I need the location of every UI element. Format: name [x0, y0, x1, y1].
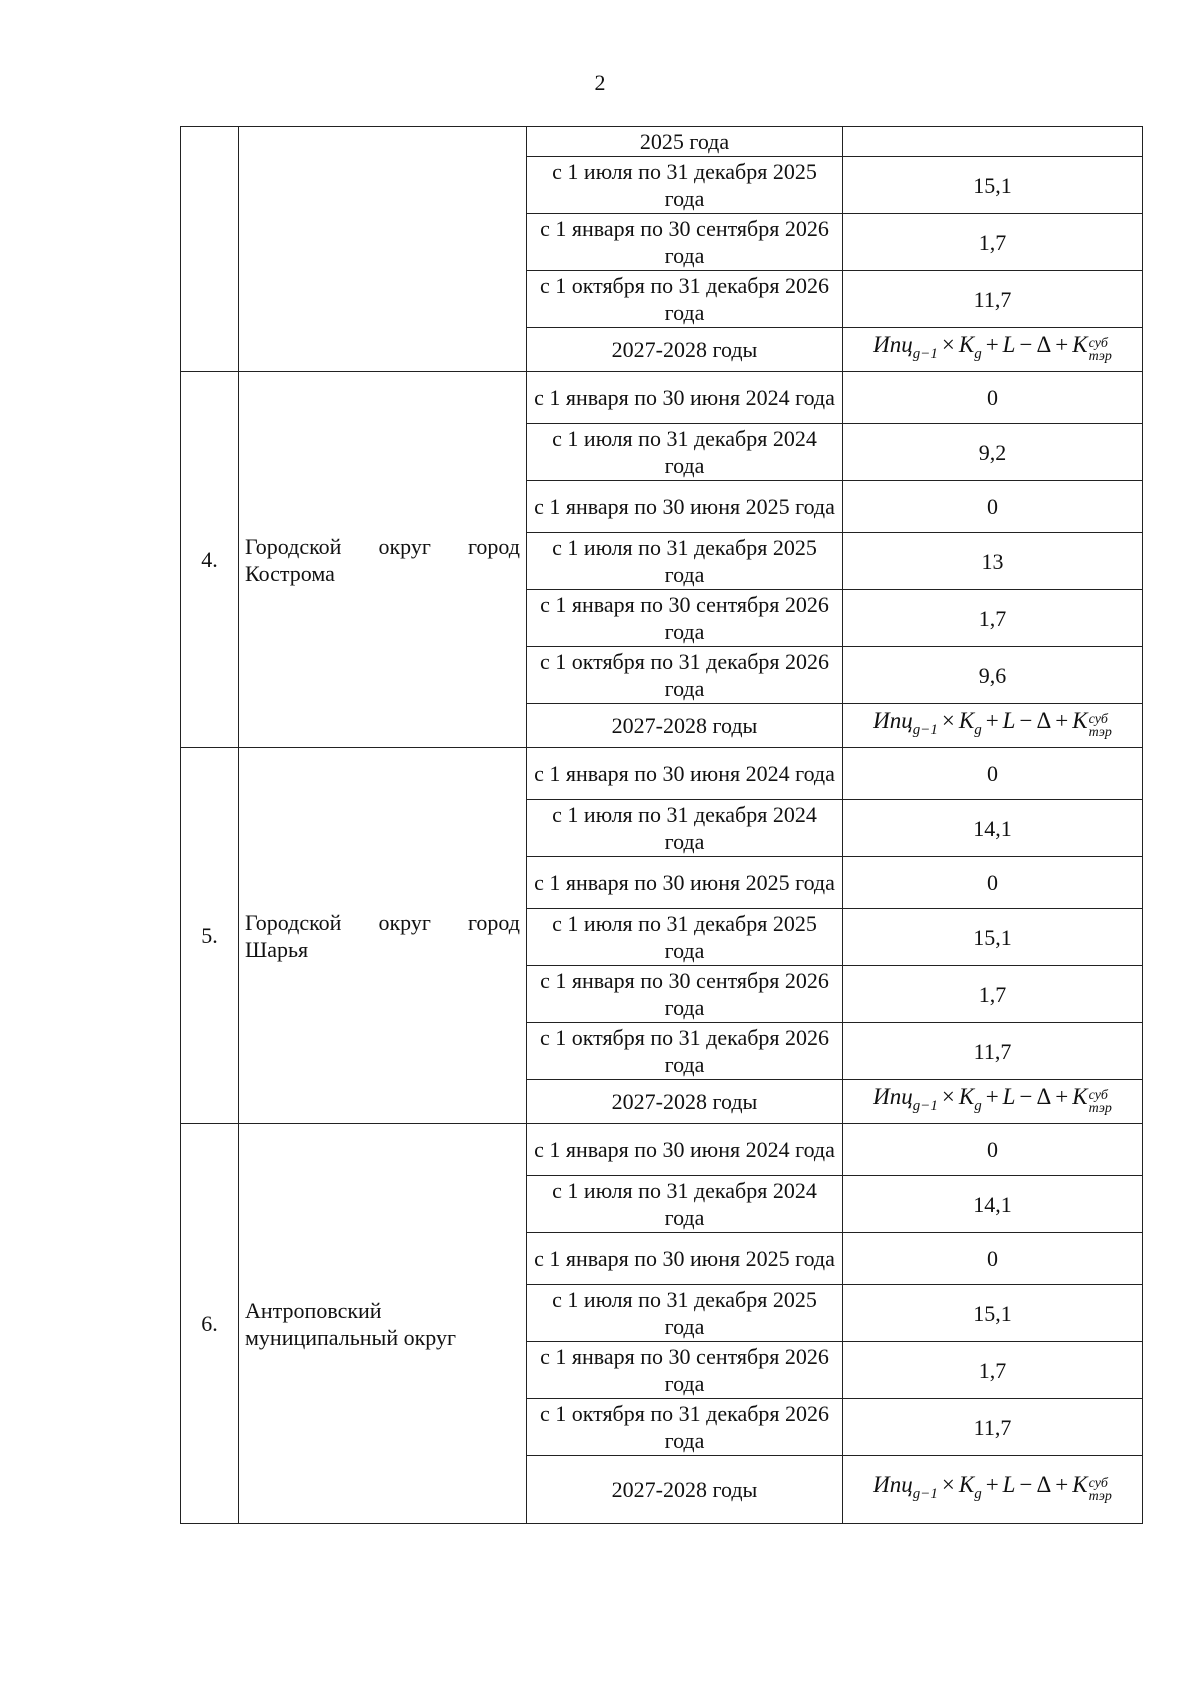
- table-row: [181, 1124, 1143, 1176]
- value-cell: 14,1: [843, 800, 1143, 857]
- tariff-formula: $Ипц_{g-1} \times K_g + L - \Delta + K$ суб тэр: [873, 708, 1112, 740]
- period-cell: с 1 января по 30 сентября 2026 года: [527, 1342, 843, 1399]
- tariff-table: [180, 126, 1143, 1524]
- period-cell: 2027-2028 годы: [527, 328, 843, 372]
- municipality-name: Городской округ город Шарья: [245, 909, 520, 962]
- period-cell: с 1 июля по 31 декабря 2024 года: [527, 424, 843, 481]
- value-cell: 1,7: [843, 590, 1143, 647]
- row-number-cell: [181, 127, 239, 372]
- tariff-formula: $Ипц_{g-1} \times K_g + L - \Delta + K$ суб тэр: [873, 332, 1112, 364]
- row-number-cell: 4.: [181, 372, 239, 748]
- value-cell: [843, 127, 1143, 157]
- municipality-name: Антроповский муниципальный округ: [245, 1297, 457, 1350]
- formula-cell: [843, 704, 1143, 748]
- formula-cell: [843, 1456, 1143, 1524]
- period-cell: с 1 октября по 31 декабря 2026 года: [527, 271, 843, 328]
- row-number-cell: 6.: [181, 1124, 239, 1524]
- period-cell: с 1 июля по 31 декабря 2025 года: [527, 533, 843, 590]
- tariff-table-body: [181, 127, 1143, 1524]
- value-cell: 13: [843, 533, 1143, 590]
- value-cell: 14,1: [843, 1176, 1143, 1233]
- table-row: [181, 127, 1143, 157]
- period-cell: с 1 октября по 31 декабря 2026 года: [527, 1023, 843, 1080]
- period-cell: с 1 июля по 31 декабря 2025 года: [527, 909, 843, 966]
- value-cell: 15,1: [843, 1285, 1143, 1342]
- row-number-cell: 5.: [181, 748, 239, 1124]
- value-cell: 1,7: [843, 1342, 1143, 1399]
- value-cell: 11,7: [843, 271, 1143, 328]
- period-cell: с 1 января по 30 июня 2025 года: [527, 857, 843, 909]
- municipality-name: Городской округ город Кострома: [245, 533, 520, 586]
- value-cell: 11,7: [843, 1399, 1143, 1456]
- municipality-cell: [239, 127, 527, 372]
- period-cell: с 1 января по 30 июня 2025 года: [527, 481, 843, 533]
- period-cell: с 1 июля по 31 декабря 2024 года: [527, 1176, 843, 1233]
- formula-cell: [843, 328, 1143, 372]
- period-cell: с 1 января по 30 сентября 2026 года: [527, 590, 843, 647]
- period-cell: с 1 января по 30 июня 2025 года: [527, 1233, 843, 1285]
- value-cell: 0: [843, 1233, 1143, 1285]
- value-cell: 15,1: [843, 157, 1143, 214]
- period-cell: с 1 января по 30 июня 2024 года: [527, 748, 843, 800]
- value-cell: 0: [843, 857, 1143, 909]
- period-cell: с 1 июля по 31 декабря 2025 года: [527, 157, 843, 214]
- period-cell: с 1 октября по 31 декабря 2026 года: [527, 1399, 843, 1456]
- period-cell: 2025 года: [527, 127, 843, 157]
- period-cell: с 1 января по 30 сентября 2026 года: [527, 966, 843, 1023]
- municipality-cell: [239, 1124, 527, 1524]
- period-cell: с 1 января по 30 июня 2024 года: [527, 372, 843, 424]
- period-cell: с 1 января по 30 сентября 2026 года: [527, 214, 843, 271]
- value-cell: 0: [843, 748, 1143, 800]
- value-cell: 9,2: [843, 424, 1143, 481]
- period-cell: с 1 октября по 31 декабря 2026 года: [527, 647, 843, 704]
- period-cell: с 1 января по 30 июня 2024 года: [527, 1124, 843, 1176]
- tariff-formula: $Ипц_{g-1} \times K_g + L - \Delta + K$ суб тэр: [873, 1472, 1112, 1504]
- municipality-cell: [239, 748, 527, 1124]
- value-cell: 11,7: [843, 1023, 1143, 1080]
- value-cell: 9,6: [843, 647, 1143, 704]
- period-cell: 2027-2028 годы: [527, 1080, 843, 1124]
- period-cell: с 1 июля по 31 декабря 2025 года: [527, 1285, 843, 1342]
- value-cell: 1,7: [843, 214, 1143, 271]
- period-cell: с 1 июля по 31 декабря 2024 года: [527, 800, 843, 857]
- value-cell: 0: [843, 372, 1143, 424]
- table-row: [181, 372, 1143, 424]
- period-cell: 2027-2028 годы: [527, 704, 843, 748]
- period-cell: 2027-2028 годы: [527, 1456, 843, 1524]
- value-cell: 0: [843, 1124, 1143, 1176]
- value-cell: 15,1: [843, 909, 1143, 966]
- value-cell: 1,7: [843, 966, 1143, 1023]
- municipality-cell: [239, 372, 527, 748]
- table-row: [181, 748, 1143, 800]
- formula-cell: [843, 1080, 1143, 1124]
- tariff-formula: $Ипц_{g-1} \times K_g + L - \Delta + K$ суб тэр: [873, 1084, 1112, 1116]
- page-number: 2: [594, 70, 606, 95]
- value-cell: 0: [843, 481, 1143, 533]
